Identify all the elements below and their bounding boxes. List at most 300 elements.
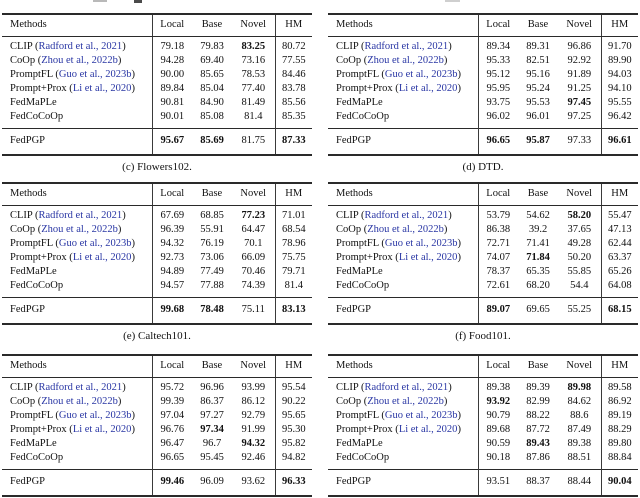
metric-cell-base: 77.49 — [200, 266, 224, 277]
metric-cell-hm: 86.92 — [601, 395, 638, 409]
metric-cell-novel: 94.32 — [241, 438, 266, 449]
column-header-hm: HM — [601, 355, 638, 378]
metric-cell-hm: 77.55 — [275, 54, 312, 68]
method-row — [328, 96, 638, 110]
metric-cell-local: 79.18 — [152, 37, 192, 55]
metric-cell-hm: 88.29 — [601, 423, 638, 437]
metric-cell-base: 39.2 — [528, 224, 548, 235]
column-header-novel: Novel — [558, 355, 601, 378]
citation-link[interactable]: Li et al., 2020 — [398, 252, 458, 263]
metric-cell-hm: 55.47 — [601, 206, 638, 224]
citation-link[interactable]: Zhou et al., 2022b — [367, 55, 444, 66]
metric-cell-base: 97.27 — [200, 410, 224, 421]
method-row — [328, 409, 638, 423]
method-name: CLIP (Radford et al., 2021) — [10, 41, 126, 52]
citation-link[interactable]: Guo et al., 2023b — [384, 69, 458, 80]
column-header-novel: Novel — [232, 355, 275, 378]
method-row — [2, 265, 312, 279]
citation-link[interactable]: Li et al., 2020 — [72, 424, 132, 435]
metric-cell-local: 86.38 — [478, 223, 518, 237]
metric-cell-novel: 74.39 — [241, 280, 266, 291]
method-name: FedCoCoOp — [336, 452, 390, 463]
metric-cell-base: 89.39 — [526, 382, 550, 393]
results-table-block — [328, 13, 638, 173]
column-header-methods: Methods — [328, 355, 478, 378]
metric-cell-local: 89.07 — [478, 298, 518, 325]
metric-cell-local: 94.28 — [152, 54, 192, 68]
metric-cell-novel: 92.46 — [241, 452, 266, 463]
metric-cell-base: 96.96 — [200, 382, 224, 393]
method-row — [328, 378, 638, 396]
column-header-local: Local — [152, 355, 192, 378]
metric-cell-base: 95.24 — [526, 83, 550, 94]
column-header-base: Base — [192, 355, 232, 378]
metric-cell-novel: 81.49 — [241, 97, 266, 108]
metric-cell-base: 69.65 — [518, 298, 558, 325]
metric-cell-novel: 77.40 — [241, 83, 266, 94]
header-row — [2, 14, 312, 37]
method-name: FedPGP — [2, 470, 152, 497]
column-header-methods: Methods — [328, 14, 478, 37]
metric-cell-novel: 83.25 — [241, 41, 266, 52]
method-row — [2, 409, 312, 423]
metric-cell-base: 95.53 — [526, 97, 550, 108]
metric-cell-local: 90.79 — [478, 409, 518, 423]
metric-cell-local: 95.72 — [152, 378, 192, 396]
method-name: PromptFL (Guo et al., 2023b) — [336, 69, 462, 80]
metric-cell-base: 85.69 — [192, 129, 232, 156]
metric-cell-local: 94.89 — [152, 265, 192, 279]
citation-link[interactable]: Radford et al., 2021 — [364, 210, 449, 221]
method-name: CoOp (Zhou et al., 2022b) — [10, 224, 122, 235]
metric-cell-novel: 92.92 — [567, 55, 592, 66]
metric-cell-novel: 78.53 — [241, 69, 266, 80]
metric-cell-base: 68.85 — [200, 210, 224, 221]
citation-link[interactable]: Zhou et al., 2022b — [41, 396, 118, 407]
citation-link[interactable]: Guo et al., 2023b — [384, 410, 458, 421]
metric-cell-local: 95.33 — [478, 54, 518, 68]
metric-cell-hm: 96.42 — [601, 110, 638, 129]
metric-cell-hm: 68.15 — [601, 298, 638, 325]
metric-cell-local: 95.67 — [152, 129, 192, 156]
method-name: FedCoCoOp — [10, 452, 64, 463]
metric-cell-base: 88.37 — [518, 470, 558, 497]
column-header-base: Base — [518, 14, 558, 37]
method-row — [2, 110, 312, 129]
method-row — [2, 206, 312, 224]
method-row — [2, 279, 312, 298]
fedpgp-row — [328, 298, 638, 325]
metric-cell-base: 82.51 — [526, 55, 550, 66]
column-header-hm: HM — [275, 183, 312, 206]
metric-cell-hm: 91.70 — [601, 37, 638, 55]
metric-cell-novel: 88.51 — [567, 452, 592, 463]
metric-cell-local: 96.65 — [478, 129, 518, 156]
metric-cell-novel: 55.25 — [558, 298, 601, 325]
metric-cell-novel: 70.1 — [244, 238, 263, 249]
metric-cell-hm: 62.44 — [601, 237, 638, 251]
metric-cell-novel: 37.65 — [567, 224, 592, 235]
metric-cell-local: 94.57 — [152, 279, 192, 298]
metric-cell-novel: 88.6 — [570, 410, 589, 421]
method-row — [328, 265, 638, 279]
metric-cell-base: 78.48 — [192, 298, 232, 325]
results-table — [328, 182, 638, 325]
metric-cell-hm: 88.84 — [601, 451, 638, 470]
metric-cell-novel: 64.47 — [241, 224, 266, 235]
method-name: FedPGP — [328, 129, 478, 156]
header-row — [328, 355, 638, 378]
metric-cell-local: 96.65 — [152, 451, 192, 470]
citation-link[interactable]: Radford et al., 2021 — [38, 210, 123, 221]
metric-cell-hm: 75.75 — [275, 251, 312, 265]
method-row — [328, 206, 638, 224]
method-name: FedMaPLe — [336, 266, 383, 277]
method-row — [328, 82, 638, 96]
column-header-local: Local — [478, 183, 518, 206]
citation-link[interactable]: Zhou et al., 2022b — [367, 224, 444, 235]
metric-cell-novel: 55.85 — [567, 266, 592, 277]
metric-cell-base: 79.83 — [200, 41, 224, 52]
metric-cell-local: 53.79 — [478, 206, 518, 224]
metric-cell-novel: 91.89 — [567, 69, 592, 80]
method-row — [328, 237, 638, 251]
metric-cell-local: 96.39 — [152, 223, 192, 237]
column-header-local: Local — [152, 183, 192, 206]
results-table-block — [328, 354, 638, 497]
column-header-methods: Methods — [328, 183, 478, 206]
citation-link[interactable]: Li et al., 2020 — [398, 424, 458, 435]
method-row — [2, 96, 312, 110]
fedpgp-row — [328, 470, 638, 497]
column-header-base: Base — [518, 355, 558, 378]
method-row — [2, 223, 312, 237]
citation-link[interactable]: Guo et al., 2023b — [58, 69, 132, 80]
metric-cell-hm: 80.72 — [275, 37, 312, 55]
column-header-base: Base — [518, 183, 558, 206]
column-header-novel: Novel — [558, 183, 601, 206]
method-row — [2, 37, 312, 55]
metric-cell-hm: 95.30 — [275, 423, 312, 437]
fedpgp-row — [328, 129, 638, 156]
metric-cell-base: 65.35 — [526, 266, 550, 277]
metric-cell-base: 95.87 — [518, 129, 558, 156]
citation-link[interactable]: Radford et al., 2021 — [364, 41, 449, 52]
metric-cell-local: 89.38 — [478, 378, 518, 396]
metric-cell-local: 96.76 — [152, 423, 192, 437]
results-table — [328, 13, 638, 156]
method-name: CLIP (Radford et al., 2021) — [10, 382, 126, 393]
metric-cell-local: 92.73 — [152, 251, 192, 265]
results-table — [2, 354, 312, 497]
method-name: Prompt+Prox (Li et al., 2020) — [10, 252, 135, 263]
metric-cell-base: 89.31 — [526, 41, 550, 52]
column-header-base: Base — [192, 14, 232, 37]
metric-cell-local: 89.34 — [478, 37, 518, 55]
metric-cell-base: 88.22 — [526, 410, 550, 421]
results-table-block — [328, 182, 638, 342]
metric-cell-novel: 66.09 — [241, 252, 266, 263]
citation-link[interactable]: Radford et al., 2021 — [38, 41, 123, 52]
method-name: PromptFL (Guo et al., 2023b) — [336, 238, 462, 249]
column-header-novel: Novel — [232, 14, 275, 37]
method-name: FedMaPLe — [336, 438, 383, 449]
results-table — [2, 182, 312, 325]
metric-cell-local: 90.01 — [152, 110, 192, 129]
metric-cell-hm: 89.19 — [601, 409, 638, 423]
header-row — [328, 14, 638, 37]
metric-cell-base: 69.40 — [200, 55, 224, 66]
metric-cell-hm: 85.56 — [275, 96, 312, 110]
metric-cell-hm: 68.54 — [275, 223, 312, 237]
method-row — [328, 423, 638, 437]
metric-cell-hm: 95.82 — [275, 437, 312, 451]
metric-cell-hm: 89.90 — [601, 54, 638, 68]
metric-cell-hm: 94.10 — [601, 82, 638, 96]
column-header-hm: HM — [275, 14, 312, 37]
header-row — [2, 355, 312, 378]
citation-link[interactable]: Radford et al., 2021 — [364, 382, 449, 393]
table-caption: (c) Flowers102. — [122, 161, 192, 173]
metric-cell-base: 84.90 — [200, 97, 224, 108]
method-name: PromptFL (Guo et al., 2023b) — [10, 238, 136, 249]
metric-cell-hm: 47.13 — [601, 223, 638, 237]
metric-cell-base: 71.41 — [526, 238, 550, 249]
results-table — [328, 354, 638, 497]
metric-cell-local: 99.39 — [152, 395, 192, 409]
metric-cell-local: 72.71 — [478, 237, 518, 251]
citation-link[interactable]: Guo et al., 2023b — [58, 238, 132, 249]
metric-cell-base: 87.86 — [526, 452, 550, 463]
metric-cell-hm: 89.80 — [601, 437, 638, 451]
metric-cell-base: 89.43 — [526, 438, 550, 449]
metric-cell-local: 95.12 — [478, 68, 518, 82]
method-name: Prompt+Prox (Li et al., 2020) — [10, 424, 135, 435]
method-name: FedMaPLe — [10, 266, 57, 277]
method-row — [2, 437, 312, 451]
column-header-base: Base — [192, 183, 232, 206]
metric-cell-novel: 97.33 — [558, 129, 601, 156]
metric-cell-hm: 64.08 — [601, 279, 638, 298]
column-header-hm: HM — [601, 183, 638, 206]
metric-cell-base: 95.16 — [526, 69, 550, 80]
method-row — [328, 223, 638, 237]
citation-link[interactable]: Zhou et al., 2022b — [367, 396, 444, 407]
column-header-hm: HM — [601, 14, 638, 37]
metric-cell-hm: 79.71 — [275, 265, 312, 279]
fedpgp-row — [2, 298, 312, 325]
metric-cell-local: 95.95 — [478, 82, 518, 96]
method-row — [328, 279, 638, 298]
metric-cell-novel: 91.99 — [241, 424, 266, 435]
metric-cell-hm: 96.33 — [275, 470, 312, 497]
metric-cell-hm: 87.33 — [275, 129, 312, 156]
metric-cell-novel: 87.49 — [567, 424, 592, 435]
method-name: FedCoCoOp — [336, 111, 390, 122]
metric-cell-novel: 97.45 — [567, 97, 592, 108]
metric-cell-base: 87.72 — [526, 424, 550, 435]
method-name: FedCoCoOp — [10, 111, 64, 122]
method-name: CLIP (Radford et al., 2021) — [336, 210, 452, 221]
metric-cell-base: 85.65 — [200, 69, 224, 80]
metric-cell-hm: 95.55 — [601, 96, 638, 110]
method-row — [2, 423, 312, 437]
metric-cell-local: 93.51 — [478, 470, 518, 497]
metric-cell-base: 96.01 — [526, 111, 550, 122]
citation-link[interactable]: Li et al., 2020 — [72, 252, 132, 263]
citation-link[interactable]: Zhou et al., 2022b — [41, 55, 118, 66]
method-name: CoOp (Zhou et al., 2022b) — [10, 396, 122, 407]
metric-cell-base: 85.08 — [200, 111, 224, 122]
method-name: FedMaPLe — [336, 97, 383, 108]
metric-cell-hm: 90.22 — [275, 395, 312, 409]
metric-cell-novel: 70.46 — [241, 266, 266, 277]
table-caption: (f) Food101. — [455, 330, 511, 342]
metric-cell-hm: 63.37 — [601, 251, 638, 265]
metric-cell-novel: 84.62 — [567, 396, 592, 407]
method-name: PromptFL (Guo et al., 2023b) — [10, 69, 136, 80]
column-header-local: Local — [478, 14, 518, 37]
metric-cell-base: 97.34 — [200, 424, 224, 435]
metric-cell-local: 93.75 — [478, 96, 518, 110]
method-name: PromptFL (Guo et al., 2023b) — [10, 410, 136, 421]
column-header-hm: HM — [275, 355, 312, 378]
method-name: CLIP (Radford et al., 2021) — [336, 382, 452, 393]
metric-cell-base: 96.09 — [192, 470, 232, 497]
metric-cell-base: 55.91 — [200, 224, 224, 235]
column-header-local: Local — [152, 14, 192, 37]
metric-cell-base: 68.20 — [526, 280, 550, 291]
metric-cell-hm: 94.82 — [275, 451, 312, 470]
method-name: CoOp (Zhou et al., 2022b) — [336, 396, 448, 407]
method-name: Prompt+Prox (Li et al., 2020) — [336, 424, 461, 435]
metric-cell-base: 54.62 — [526, 210, 550, 221]
metric-cell-novel: 89.38 — [567, 438, 592, 449]
metric-cell-local: 99.46 — [152, 470, 192, 497]
method-row — [328, 451, 638, 470]
metric-cell-novel: 58.20 — [567, 210, 592, 221]
method-name: FedPGP — [2, 298, 152, 325]
method-row — [2, 395, 312, 409]
metric-cell-base: 85.04 — [200, 83, 224, 94]
method-row — [328, 395, 638, 409]
metric-cell-novel: 81.75 — [232, 129, 275, 156]
citation-link[interactable]: Li et al., 2020 — [72, 83, 132, 94]
column-header-novel: Novel — [558, 14, 601, 37]
metric-cell-novel: 96.86 — [567, 41, 592, 52]
method-name: FedCoCoOp — [336, 280, 390, 291]
metric-cell-local: 97.04 — [152, 409, 192, 423]
method-row — [2, 82, 312, 96]
method-row — [328, 251, 638, 265]
metric-cell-novel: 73.16 — [241, 55, 266, 66]
clipped-caption-fragment — [134, 0, 142, 3]
metric-cell-local: 99.68 — [152, 298, 192, 325]
metric-cell-hm: 94.03 — [601, 68, 638, 82]
method-name: CLIP (Radford et al., 2021) — [10, 210, 126, 221]
column-header-local: Local — [478, 355, 518, 378]
metric-cell-novel: 89.98 — [567, 382, 592, 393]
citation-link[interactable]: Li et al., 2020 — [398, 83, 458, 94]
fedpgp-row — [2, 470, 312, 497]
metric-cell-local: 93.92 — [478, 395, 518, 409]
metric-cell-novel: 54.4 — [570, 280, 589, 291]
clipped-caption-fragment — [445, 0, 460, 2]
method-row — [2, 54, 312, 68]
method-row — [2, 378, 312, 396]
metric-cell-novel: 49.28 — [567, 238, 592, 249]
metric-cell-local: 90.00 — [152, 68, 192, 82]
metric-cell-local: 89.68 — [478, 423, 518, 437]
metric-cell-hm: 90.04 — [601, 470, 638, 497]
method-row — [2, 451, 312, 470]
column-header-novel: Novel — [232, 183, 275, 206]
metric-cell-local: 72.61 — [478, 279, 518, 298]
citation-link[interactable]: Guo et al., 2023b — [384, 238, 458, 249]
method-row — [328, 54, 638, 68]
metric-cell-novel: 93.99 — [241, 382, 266, 393]
metric-cell-hm: 83.78 — [275, 82, 312, 96]
results-table — [2, 13, 312, 156]
metric-cell-hm: 89.58 — [601, 378, 638, 396]
metric-cell-hm: 85.35 — [275, 110, 312, 129]
metric-cell-novel: 77.23 — [241, 210, 266, 221]
table-caption: (e) Caltech101. — [123, 330, 191, 342]
metric-cell-base: 76.19 — [200, 238, 224, 249]
method-name: FedMaPLe — [10, 438, 57, 449]
metric-cell-base: 82.99 — [526, 396, 550, 407]
method-name: FedMaPLe — [10, 97, 57, 108]
metric-cell-novel: 93.62 — [232, 470, 275, 497]
method-name: FedCoCoOp — [10, 280, 64, 291]
metric-cell-local: 94.32 — [152, 237, 192, 251]
metric-cell-novel: 81.4 — [244, 111, 263, 122]
citation-link[interactable]: Guo et al., 2023b — [58, 410, 132, 421]
metric-cell-hm: 78.96 — [275, 237, 312, 251]
metric-cell-novel: 50.20 — [567, 252, 592, 263]
citation-link[interactable]: Zhou et al., 2022b — [41, 224, 118, 235]
method-name: Prompt+Prox (Li et al., 2020) — [336, 83, 461, 94]
metric-cell-base: 77.88 — [200, 280, 224, 291]
metric-cell-novel: 88.44 — [558, 470, 601, 497]
metric-cell-hm: 71.01 — [275, 206, 312, 224]
metric-cell-local: 96.47 — [152, 437, 192, 451]
metric-cell-local: 78.37 — [478, 265, 518, 279]
clipped-caption-fragment — [93, 0, 107, 2]
metric-cell-base: 73.06 — [200, 252, 224, 263]
metric-cell-local: 89.84 — [152, 82, 192, 96]
metric-cell-local: 90.18 — [478, 451, 518, 470]
metric-cell-base: 96.7 — [202, 438, 222, 449]
method-row — [328, 437, 638, 451]
results-table-block — [2, 354, 312, 497]
method-name: FedPGP — [328, 298, 478, 325]
citation-link[interactable]: Radford et al., 2021 — [38, 382, 123, 393]
metric-cell-local: 96.02 — [478, 110, 518, 129]
metric-cell-novel: 75.11 — [232, 298, 275, 325]
metric-cell-hm: 65.26 — [601, 265, 638, 279]
method-name: FedPGP — [2, 129, 152, 156]
method-row — [328, 68, 638, 82]
method-row — [328, 37, 638, 55]
method-row — [328, 110, 638, 129]
metric-cell-base: 86.37 — [200, 396, 224, 407]
metric-cell-hm: 84.46 — [275, 68, 312, 82]
metric-cell-local: 90.81 — [152, 96, 192, 110]
method-name: Prompt+Prox (Li et al., 2020) — [336, 252, 461, 263]
method-name: CoOp (Zhou et al., 2022b) — [336, 224, 448, 235]
column-header-methods: Methods — [2, 355, 152, 378]
